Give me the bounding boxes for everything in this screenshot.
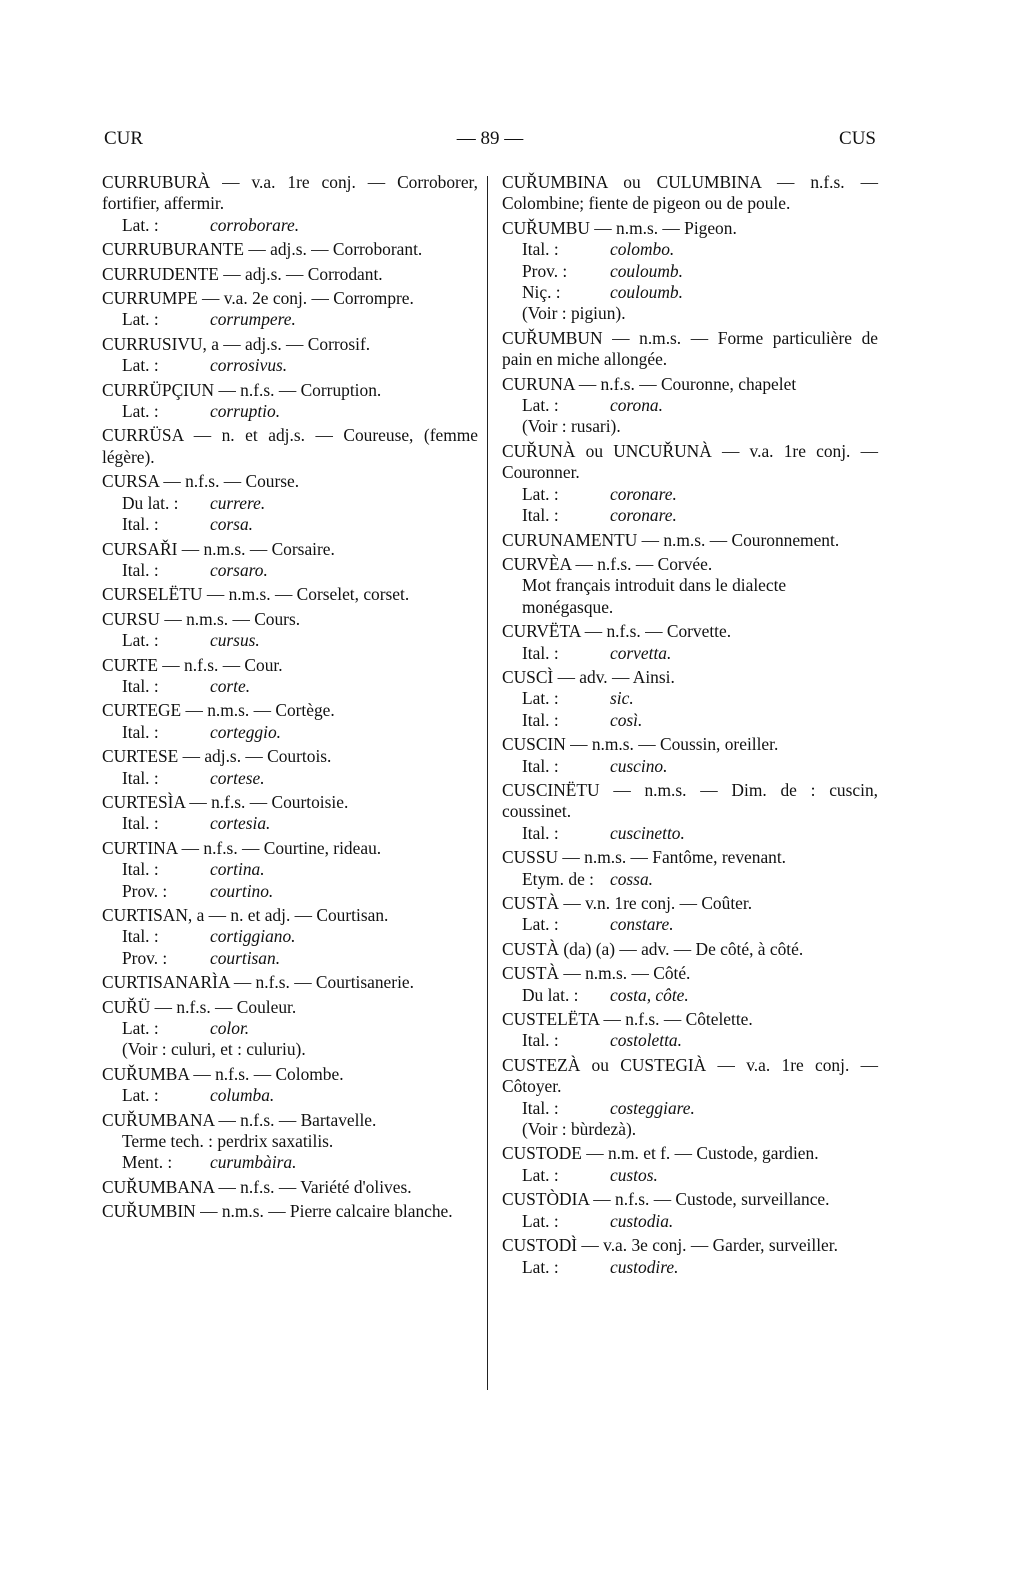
etymology-line xyxy=(122,355,478,376)
etymology-line xyxy=(522,756,878,777)
column-divider xyxy=(487,176,488,1390)
etymology-label: Ital. : xyxy=(522,822,559,843)
dictionary-entry xyxy=(502,621,878,664)
etymology-line xyxy=(122,630,478,651)
dictionary-entry xyxy=(102,655,478,698)
dictionary-entry xyxy=(102,539,478,582)
etymology-value: curumbàira. xyxy=(210,1152,297,1173)
etymology-line xyxy=(122,401,478,422)
etymology-value: couloumb. xyxy=(610,260,683,281)
entry-text: CUSTÀ — n.m.s. — Côté. xyxy=(502,963,691,984)
etymology-value: couloumb. xyxy=(610,282,683,303)
dictionary-entry xyxy=(502,1009,878,1052)
etymology-label: Ital. : xyxy=(122,767,159,788)
etymology-label: Ital. : xyxy=(122,675,159,696)
etymology-value: cuscinetto. xyxy=(610,822,685,843)
etymology-line xyxy=(122,1018,478,1039)
dictionary-entry xyxy=(102,838,478,902)
etymology-label: Lat. : xyxy=(122,214,159,235)
etymology-label: Ital. : xyxy=(522,239,559,260)
dictionary-entry xyxy=(102,334,478,377)
dictionary-entry xyxy=(502,667,878,731)
etymology-line xyxy=(122,1085,478,1106)
entry-text: CURRUBURANTE — adj.s. — Corroborant. xyxy=(102,239,423,260)
dictionary-entry xyxy=(102,746,478,789)
dictionary-entry xyxy=(102,172,478,236)
etymology-line xyxy=(522,869,878,890)
etymology-value: corroborare. xyxy=(210,214,300,235)
etymology-value: (Voir : pigiun). xyxy=(522,303,626,324)
etymology-line xyxy=(522,395,878,416)
dictionary-entry xyxy=(102,972,478,993)
etymology-label: Ital. : xyxy=(522,642,559,663)
etymology-label: Lat. : xyxy=(522,1164,559,1185)
dictionary-entry xyxy=(502,780,878,844)
entry-text: CURTESE — adj.s. — Courtois. xyxy=(102,746,332,767)
etymology-value: cuscino. xyxy=(610,755,668,776)
dictionary-entry xyxy=(502,939,878,960)
etymology-value: cortese. xyxy=(210,767,265,788)
etymology-label: Lat. : xyxy=(122,309,159,330)
etymology-value: costa, côte. xyxy=(610,984,689,1005)
etymology-label: Lat. : xyxy=(122,355,159,376)
etymology-label: Ital. : xyxy=(522,755,559,776)
dictionary-entry xyxy=(502,847,878,890)
entry-text: CURSELËTU — n.m.s. — Corselet, corset. xyxy=(102,584,410,605)
entry-text: CURTEGE — n.m.s. — Cortège. xyxy=(102,700,335,721)
dictionary-entry xyxy=(102,1110,478,1174)
etymology-line xyxy=(122,813,478,834)
entry-text: CURVÈA — n.f.s. — Corvée. xyxy=(502,553,713,574)
entry-text: CUSTODÌ — v.a. 3e conj. — Garder, surveiller. xyxy=(502,1235,838,1256)
entry-text: CURVËTA — n.f.s. — Corvette. xyxy=(502,621,732,642)
entry-text: CUŘUMBIN — n.m.s. — Pierre calcaire blanche. xyxy=(102,1201,453,1222)
dictionary-entry xyxy=(502,374,878,438)
entry-text: CURSA — n.f.s. — Course. xyxy=(102,471,300,492)
etymology-label: Ital. : xyxy=(522,505,559,526)
etymology-label: Ment. : xyxy=(122,1152,173,1173)
etymology-line xyxy=(522,484,878,505)
etymology-label: Lat. : xyxy=(522,688,559,709)
dictionary-entry xyxy=(502,172,878,215)
dictionary-entry xyxy=(102,905,478,969)
entry-text: CURUNAMENTU — n.m.s. — Couronnement. xyxy=(502,529,840,550)
etymology-label: Ital. : xyxy=(122,926,159,947)
entry-text: CUŘUNÀ ou UNCUŘUNÀ — v.a. 1re conj. — Couronner. xyxy=(502,440,878,483)
left-column xyxy=(102,172,478,1226)
dictionary-entry xyxy=(502,218,878,325)
etymology-value: corsa. xyxy=(210,514,253,535)
etymology-value: cortesia. xyxy=(210,813,271,834)
etymology-line xyxy=(122,881,478,902)
etymology-value: sic. xyxy=(610,688,634,709)
etymology-value: custodia. xyxy=(610,1210,674,1231)
etymology-value: (Voir : bùrdezà). xyxy=(522,1119,637,1140)
etymology-value: colombo. xyxy=(610,239,675,260)
entry-text: CUSCINËTU — n.m.s. — Dim. de : cuscin, coussinet. xyxy=(502,779,878,822)
etymology-value: corteggio. xyxy=(210,721,281,742)
etymology-value: constare. xyxy=(610,914,674,935)
etymology-label: Prov. : xyxy=(122,947,168,968)
etymology-value: courtisan. xyxy=(210,947,281,968)
dictionary-entry xyxy=(102,1064,478,1107)
etymology-label: Ital. : xyxy=(522,1097,559,1118)
dictionary-entry xyxy=(502,893,878,936)
etymology-line xyxy=(122,493,478,514)
etymology-label: Ital. : xyxy=(122,813,159,834)
etymology-label: Du lat. : xyxy=(122,492,179,513)
entry-text: CUŘUMBANA — n.f.s. — Bartavelle. xyxy=(102,1109,377,1130)
etymology-line xyxy=(522,1030,878,1051)
etymology-line xyxy=(122,215,478,236)
etymology-label: Prov. : xyxy=(122,880,168,901)
etymology-line xyxy=(522,1211,878,1232)
entry-text: CUSTÒDIA — n.f.s. — Custode, surveillance. xyxy=(502,1189,830,1210)
etymology-value: currere. xyxy=(210,492,266,513)
etymology-line xyxy=(122,926,478,947)
entry-text: CURRUBURÀ — v.a. 1re conj. — Corroborer, fortifier, affermir. xyxy=(102,172,478,214)
dictionary-entry xyxy=(102,239,478,260)
etymology-value: corvetta. xyxy=(610,642,672,663)
etymology-line xyxy=(122,948,478,969)
entry-text: CURSU — n.m.s. — Cours. xyxy=(102,608,301,629)
etymology-label: Ital. : xyxy=(122,514,159,535)
etymology-value: coronare. xyxy=(610,483,677,504)
etymology-line xyxy=(522,1098,878,1119)
running-head-right: CUS xyxy=(839,128,876,149)
dictionary-entry xyxy=(502,1235,878,1278)
dictionary-entry xyxy=(502,554,878,618)
etymology-line xyxy=(122,768,478,789)
etymology-line xyxy=(522,239,878,260)
etymology-label: Prov. : xyxy=(522,260,568,281)
running-head-left: CUR xyxy=(104,128,144,149)
etymology-label: Lat. : xyxy=(522,1210,559,1231)
dictionary-entry xyxy=(102,1201,478,1222)
dictionary-entry xyxy=(502,734,878,777)
etymology-label: Ital. : xyxy=(522,1030,559,1051)
entry-text: CUSTEZÀ ou CUSTEGIÀ — v.a. 1re conj. — Côtoyer. xyxy=(502,1054,878,1097)
etymology-label: Niç. : xyxy=(522,282,561,303)
entry-text: CUSCIN — n.m.s. — Coussin, oreiller. xyxy=(502,734,779,755)
right-column xyxy=(502,172,878,1281)
etymology-value: corrumpere. xyxy=(210,309,296,330)
etymology-line xyxy=(122,1131,478,1152)
etymology-line xyxy=(522,688,878,709)
etymology-line xyxy=(522,823,878,844)
etymology-label: Lat. : xyxy=(122,630,159,651)
etymology-label: Etym. de : xyxy=(522,868,594,889)
entry-text: CUSTODE — n.m. et f. — Custode, gardien. xyxy=(502,1143,819,1164)
etymology-line xyxy=(522,505,878,526)
etymology-value: columba. xyxy=(210,1085,275,1106)
etymology-line xyxy=(522,710,878,731)
etymology-line xyxy=(522,261,878,282)
dictionary-entry xyxy=(502,530,878,551)
entry-text: CUŘUMBA — n.f.s. — Colombe. xyxy=(102,1063,344,1084)
etymology-line xyxy=(122,722,478,743)
entry-text: CURTESÌA — n.f.s. — Courtoisie. xyxy=(102,791,349,812)
dictionary-entry xyxy=(502,963,878,1006)
etymology-label: Lat. : xyxy=(522,914,559,935)
etymology-value: color. xyxy=(210,1018,250,1039)
etymology-value: Mot français introduit dans le dialecte monégasque. xyxy=(522,575,787,617)
entry-text: CURRÜSA — n. et adj.s. — Coureuse, (femme légère). xyxy=(102,425,478,467)
entry-text: CUŘUMBU — n.m.s. — Pigeon. xyxy=(502,217,737,238)
etymology-label: Ital. : xyxy=(122,859,159,880)
etymology-label: Ital. : xyxy=(122,559,159,580)
etymology-value: cossa. xyxy=(610,868,653,889)
entry-text: CURTISAN, a — n. et adj. — Courtisan. xyxy=(102,905,389,925)
entry-text: CURTE — n.f.s. — Cour. xyxy=(102,654,283,675)
dictionary-entry xyxy=(102,1177,478,1198)
dictionary-entry xyxy=(102,997,478,1061)
entry-text: CURTINA — n.f.s. — Courtine, rideau. xyxy=(102,837,382,858)
etymology-value: custodire. xyxy=(610,1256,679,1277)
etymology-value: coronare. xyxy=(610,505,677,526)
entry-text: CUSTÀ (da) (a) — adv. — De côté, à côté. xyxy=(502,938,804,959)
dictionary-entry xyxy=(102,700,478,743)
etymology-value: (Voir : culuri, et : culuriu). xyxy=(122,1039,306,1060)
etymology-line xyxy=(522,1119,878,1140)
etymology-value: corona. xyxy=(610,395,663,416)
etymology-line xyxy=(522,1257,878,1278)
etymology-value: costoletta. xyxy=(610,1030,682,1051)
dictionary-entry xyxy=(102,792,478,835)
etymology-line xyxy=(522,416,878,437)
dictionary-entry xyxy=(502,1143,878,1186)
etymology-value: corruptio. xyxy=(210,401,281,422)
etymology-line xyxy=(522,575,878,618)
etymology-label: Ital. : xyxy=(122,721,159,742)
etymology-line xyxy=(122,1039,478,1060)
etymology-line xyxy=(522,914,878,935)
entry-text: CUŘUMBUN — n.m.s. — Forme particulière de pain en miche allongée. xyxy=(502,327,878,370)
etymology-value: cortina. xyxy=(210,859,265,880)
etymology-value: così. xyxy=(610,709,643,730)
etymology-line xyxy=(122,309,478,330)
dictionary-entry xyxy=(102,471,478,535)
etymology-label: Lat. : xyxy=(522,1256,559,1277)
etymology-line xyxy=(122,676,478,697)
etymology-label: Lat. : xyxy=(522,395,559,416)
etymology-label: Lat. : xyxy=(122,1085,159,1106)
entry-text: CUSCÌ — adv. — Ainsi. xyxy=(502,666,675,687)
entry-text: CURRUDENTE — adj.s. — Corrodant. xyxy=(102,263,383,284)
etymology-line xyxy=(522,1165,878,1186)
entry-text: CUSSU — n.m.s. — Fantôme, revenant. xyxy=(502,847,787,868)
dictionary-entry xyxy=(102,609,478,652)
etymology-label: Lat. : xyxy=(122,1018,159,1039)
dictionary-entry xyxy=(102,264,478,285)
etymology-label: Ital. : xyxy=(522,709,559,730)
entry-text: CURSAŘI — n.m.s. — Corsaire. xyxy=(102,538,335,559)
etymology-value: costeggiare. xyxy=(610,1097,695,1118)
etymology-line xyxy=(522,303,878,324)
dictionary-entry xyxy=(502,328,878,371)
etymology-line xyxy=(122,1152,478,1173)
etymology-value: cursus. xyxy=(210,630,260,651)
etymology-label: Lat. : xyxy=(122,401,159,422)
etymology-line xyxy=(122,514,478,535)
entry-text: CURRUMPE — v.a. 2e conj. — Corrompre. xyxy=(102,288,414,309)
dictionary-entry xyxy=(502,1055,878,1141)
etymology-value: custos. xyxy=(610,1164,658,1185)
dictionary-entry xyxy=(102,380,478,423)
entry-text: CURRUSIVU, a — adj.s. — Corrosif. xyxy=(102,333,371,354)
etymology-value: courtino. xyxy=(210,880,274,901)
etymology-value: corrosivus. xyxy=(210,355,288,376)
entry-text: CUSTÀ — v.n. 1re conj. — Coûter. xyxy=(502,893,753,913)
etymology-value: cortiggiano. xyxy=(210,926,296,947)
entry-text: CUŘUMBANA — n.f.s. — Variété d'olives. xyxy=(102,1176,412,1197)
entry-text: CURTISANARÌA — n.f.s. — Courtisanerie. xyxy=(102,972,414,993)
etymology-value: Terme tech. : perdrix saxatilis. xyxy=(122,1131,334,1152)
etymology-line xyxy=(522,643,878,664)
etymology-value: corte. xyxy=(210,675,251,696)
entry-text: CURUNA — n.f.s. — Couronne, chapelet xyxy=(502,373,797,394)
etymology-label: Du lat. : xyxy=(522,984,579,1005)
entry-text: CUŘUMBINA ou CULUMBINA — n.f.s. — Colombine; fiente de pigeon ou de poule. xyxy=(502,172,878,214)
entry-text: CUSTELËTA — n.f.s. — Côtelette. xyxy=(502,1009,753,1030)
dictionary-entry xyxy=(502,441,878,527)
dictionary-entry xyxy=(102,425,478,468)
etymology-value: (Voir : rusari). xyxy=(522,416,621,437)
etymology-value: corsaro. xyxy=(210,559,268,580)
etymology-line xyxy=(522,282,878,303)
dictionary-entry xyxy=(102,288,478,331)
etymology-line xyxy=(522,985,878,1006)
etymology-label: Lat. : xyxy=(522,483,559,504)
dictionary-entry xyxy=(502,1189,878,1232)
dictionary-entry xyxy=(102,584,478,605)
page-number: — 89 — xyxy=(456,128,524,149)
entry-text: CURRÜPÇIUN — n.f.s. — Corruption. xyxy=(102,379,382,400)
etymology-line xyxy=(122,560,478,581)
entry-text: CUŘÜ — n.f.s. — Couleur. xyxy=(102,996,297,1017)
running-head xyxy=(104,128,876,156)
etymology-line xyxy=(122,859,478,880)
